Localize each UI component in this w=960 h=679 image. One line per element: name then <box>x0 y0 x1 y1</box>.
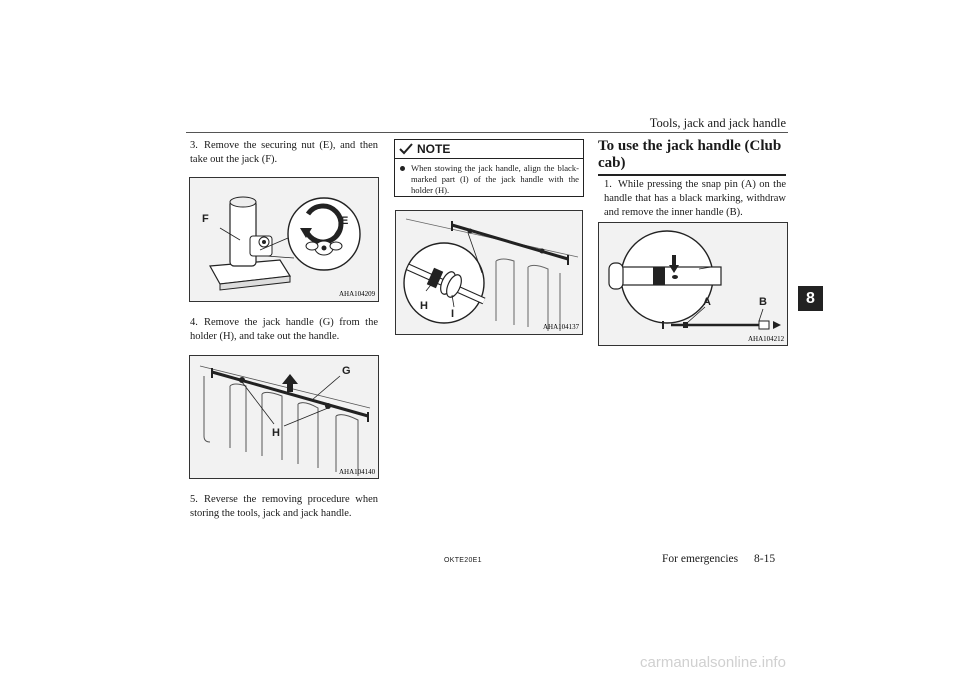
figure-jack-removal <box>189 177 379 302</box>
step-1-number: 1. <box>604 179 612 190</box>
section-title: To use the jack handle (Club cab) <box>598 138 782 171</box>
note-check-icon <box>399 143 413 155</box>
handle-holder-illustration <box>190 356 378 478</box>
inner-handle-illustration <box>599 223 787 345</box>
note-body <box>395 159 583 200</box>
label-e: E <box>341 215 349 227</box>
footer-section: For emergencies <box>662 553 739 565</box>
note-header <box>395 140 583 159</box>
label-a: A <box>703 296 711 308</box>
step-4-text: Remove the jack handle (G) from the holder (H), and take out the handle. <box>190 317 378 342</box>
step-5 <box>190 493 378 521</box>
note-bullet <box>400 166 405 171</box>
step-3 <box>190 139 378 167</box>
note-box <box>394 139 584 197</box>
label-b: B <box>759 296 767 308</box>
alignment-illustration <box>396 211 582 334</box>
step-3-number: 3. <box>190 140 198 151</box>
header-divider <box>186 132 788 133</box>
page-header-title: Tools, jack and jack handle <box>649 116 786 130</box>
step-3-text: Remove the securing nut (E), and then take out the jack (F). <box>190 140 378 165</box>
step-1-text: While pressing the snap pin (A) on the handle that has a black marking, withdraw and remove the inner handle (B). <box>604 179 786 218</box>
label-i: I <box>451 308 455 320</box>
watermark: carmanualsonline.info <box>640 654 786 671</box>
step-4-number: 4. <box>190 317 198 328</box>
figure-handle-alignment <box>395 210 583 335</box>
figure-3-code: AHA104137 <box>543 323 580 331</box>
footer-page-number: 8-15 <box>754 553 776 565</box>
label-f: F <box>202 213 209 225</box>
step-5-text: Reverse the removing procedure when storing the tools, jack and jack handle. <box>190 494 378 519</box>
chapter-tab: 8 <box>798 286 823 311</box>
footer-code: OKTE20E1 <box>444 557 482 564</box>
figure-4-code: AHA104212 <box>748 335 785 343</box>
figure-inner-handle <box>598 222 788 346</box>
label-g: G <box>342 365 351 377</box>
step-4 <box>190 316 378 344</box>
figure-1-code: AHA104209 <box>339 290 376 298</box>
note-text: When stowing the jack handle, align the black-marked part (I) of the jack handle with the holder (H). <box>411 163 579 195</box>
jack-illustration <box>190 178 378 301</box>
step-1 <box>604 178 786 220</box>
step-5-number: 5. <box>190 494 198 505</box>
figure-2-code: AHA104140 <box>339 468 376 476</box>
section-title-rule <box>598 174 786 176</box>
note-label: NOTE <box>417 142 451 156</box>
figure-handle-removal <box>189 355 379 479</box>
label-h-alignment: H <box>420 300 428 312</box>
label-h: H <box>272 427 280 439</box>
